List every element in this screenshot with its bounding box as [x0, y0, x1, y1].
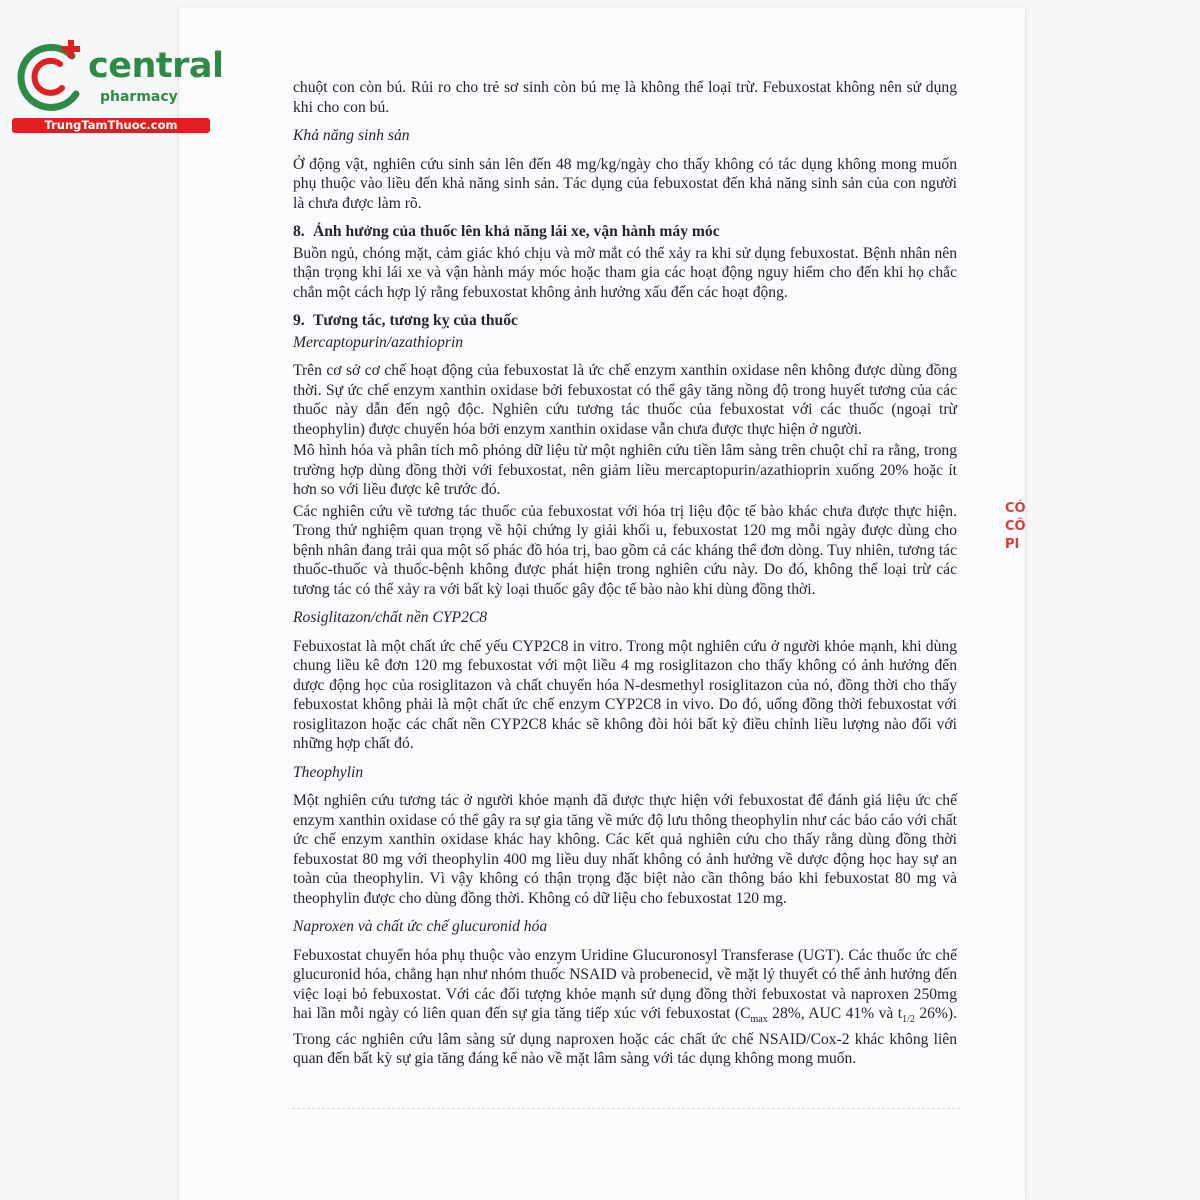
subheading-theophylin: Theophylin [293, 763, 364, 781]
paragraph-naproxen [293, 946, 957, 1069]
red-stamp-fragment [1005, 450, 1045, 620]
paragraph-merc-3: Các nghiên cứu về tương tác thuốc của febuxostat với hóa trị liệu độc tế bào khác chưa được thực hiện. Trong thử nghiệm quan trọng về hội chứng ly giải khối u, febuxostat 120 mg mỗi ngày được dùng cho bệnh nhân đang trải qua một số phác đồ hóa trị, bao gồm cả các kháng thể đơn dòng. Tuy nhiên, tương tác thuốc-thuốc và thuốc-bệnh không được phát hiện trong nghiên cứu này. Do đó, không thể loại trừ các tương tác có thể xảy ra với bất kỳ loại thuốc gây độc tế bào nào khi dùng đồng thời. [293, 502, 957, 598]
cmax-subscript: max [750, 1014, 768, 1026]
section-title: Tương tác, tương kỵ của thuốc [313, 312, 518, 329]
naproxen-text-part: 28%, AUC 41% và t [767, 1005, 903, 1022]
paragraph-fertility: Ở động vật, nghiên cứu sinh sản lên đến 48 mg/kg/ngày cho thấy không có tác dụng không mong muốn phụ thuộc vào liều đến khả năng sinh sản. Tác dụng của febuxostat đến khả năng sinh sản của con người là chưa được làm rõ. [293, 155, 957, 212]
pharmacy-cross-icon [10, 38, 90, 118]
half-life-subscript: 1/2 [902, 1014, 915, 1026]
paragraph-merc-2: Mô hình hóa và phân tích mô phỏng dữ liệu từ một nghiên cứu tiền lâm sàng trên chuột chỉ ra rằng, trong trường hợp dùng đồng thời với febuxostat, nên giảm liều mercaptopurin/azathioprin xuống 20% hoặc ít hơn so với liều được kê trước đó. [293, 442, 957, 498]
logo-url: TrungTamThuoc.com [12, 118, 210, 133]
subheading-fertility: Khả năng sinh sản [293, 127, 410, 144]
footer-divider [292, 1108, 960, 1109]
logo-tagline: pharmacy [100, 89, 178, 105]
document-body [293, 78, 957, 1078]
stamp-line: PI [1005, 537, 1020, 552]
section-title: Ảnh hưởng của thuốc lên khả năng lái xe, vận hành máy móc [313, 223, 720, 240]
subheading-rosiglitazon: Rosiglitazon/chất nền CYP2C8 [293, 609, 488, 626]
paragraph-rosiglitazon: Febuxostat là một chất ức chế yếu CYP2C8 in vitro. Trong một nghiên cứu ở người khỏe mạnh, khi dùng chung liều kê đơn 120 mg febuxostat với một liều 4 mg rosiglitazon cho thấy không có ảnh hưởng đến dược động học của rosiglitazon và chất chuyển hóa N-desmethyl rosiglitazon của nó, đồng thời cho thấy febuxostat không phải là một chất ức chế enzym CYP2C8 in vivo. Do đó, uống đồng thời febuxostat với rosiglitazon hoặc các chất nền CYP2C8 khác sẽ không đòi hỏi bất kỳ điều chỉnh liều lượng nào đối với những hợp chất đó. [293, 637, 957, 752]
stamp-line: CÓ [1005, 501, 1026, 516]
logo-name: central [88, 46, 224, 86]
subheading-naproxen: Naproxen và chất ức chế glucuronid hóa [293, 918, 548, 935]
paragraph-theophylin: Một nghiên cứu tương tác ở người khỏe mạnh đã được thực hiện với febuxostat để đánh giá liệu ức chế enzym xanthin oxidase có thể gây ra sự gia tăng về mức độ lưu thông theophylin như các báo cáo với chất ức chế enzym xanthin oxidase khác hay không. Các kết quả nghiên cứu cho thấy rằng dùng đồng thời febuxostat 80 mg với theophylin 400 mg liều duy nhất không có ảnh hưởng về dược động học hay sự an toàn của theophylin. Vì vậy không có thận trọng đặc biệt nào cần thông báo khi febuxostat 80 mg và theophylin được cho dùng đồng thời. Không có dữ liệu cho febuxostat 120 mg. [293, 792, 957, 907]
section-number: 8. [293, 223, 305, 240]
stamp-line: CÔ [1005, 519, 1026, 534]
paragraph-driving: Buồn ngủ, chóng mặt, cảm giác khó chịu và mờ mắt có thể xảy ra khi sử dụng febuxostat. Bệnh nhân nên thận trọng khi lái xe và vận hành máy móc hoặc tham gia các hoạt động nguy hiểm cho đến khi họ chắc chắn một cách hợp lý rằng febuxostat không ảnh hưởng xấu đến các hoạt động. [293, 244, 957, 301]
section-8-heading [293, 222, 957, 242]
paragraph-merc-1: Trên cơ sở cơ chế hoạt động của febuxostat là ức chế enzym xanthin oxidase nên không được dùng đồng thời. Sự ức chế enzym xanthin oxidase bởi febuxostat có thể gây tăng nồng độ trong huyết tương của các thuốc này dẫn đến ngộ độc. Nghiên cứu tương tác thuốc của febuxostat với các thuốc (ngoại trừ theophylin) được chuyển hóa bởi enzym xanthin oxidase vẫn chưa được thực hiện ở người. [293, 362, 957, 438]
subheading-mercaptopurin: Mercaptopurin/azathioprin [293, 333, 464, 351]
naproxen-text-part: Febuxostat chuyển hóa phụ thuộc vào enzym Uridine Glucuronosyl Transferase (UGT). Các thuốc ức chế glucuronid hóa, chẳng hạn như nhóm thuốc NSAID và probenecid, về mặt lý thuyết có thể ảnh hưởng đến việc loại bỏ febuxostat. Với các đối tượng khỏe mạnh sử dụng đồng thời febuxostat và naproxen 250mg hai lần mỗi ngày có liên quan đến sự gia tăng tiếp xúc với febuxostat (C [293, 946, 957, 1022]
section-9-heading [293, 311, 957, 331]
central-pharmacy-logo [10, 36, 224, 136]
paragraph-intro: chuột con còn bú. Rủi ro cho trẻ sơ sinh còn bú mẹ là không thể loại trừ. Febuxostat không nên sử dụng khi cho con bú. [293, 79, 957, 116]
section-number: 9. [293, 312, 305, 329]
naproxen-text-part: 26%). Trong các nghiên cứu lâm sàng sử dụng naproxen hoặc các chất ức chế NSAID/Cox-2 khác không liên quan đến bất kỳ sự gia tăng đáng kể nào về mặt lâm sàng với tác dụng không mong muốn. [293, 1005, 957, 1068]
